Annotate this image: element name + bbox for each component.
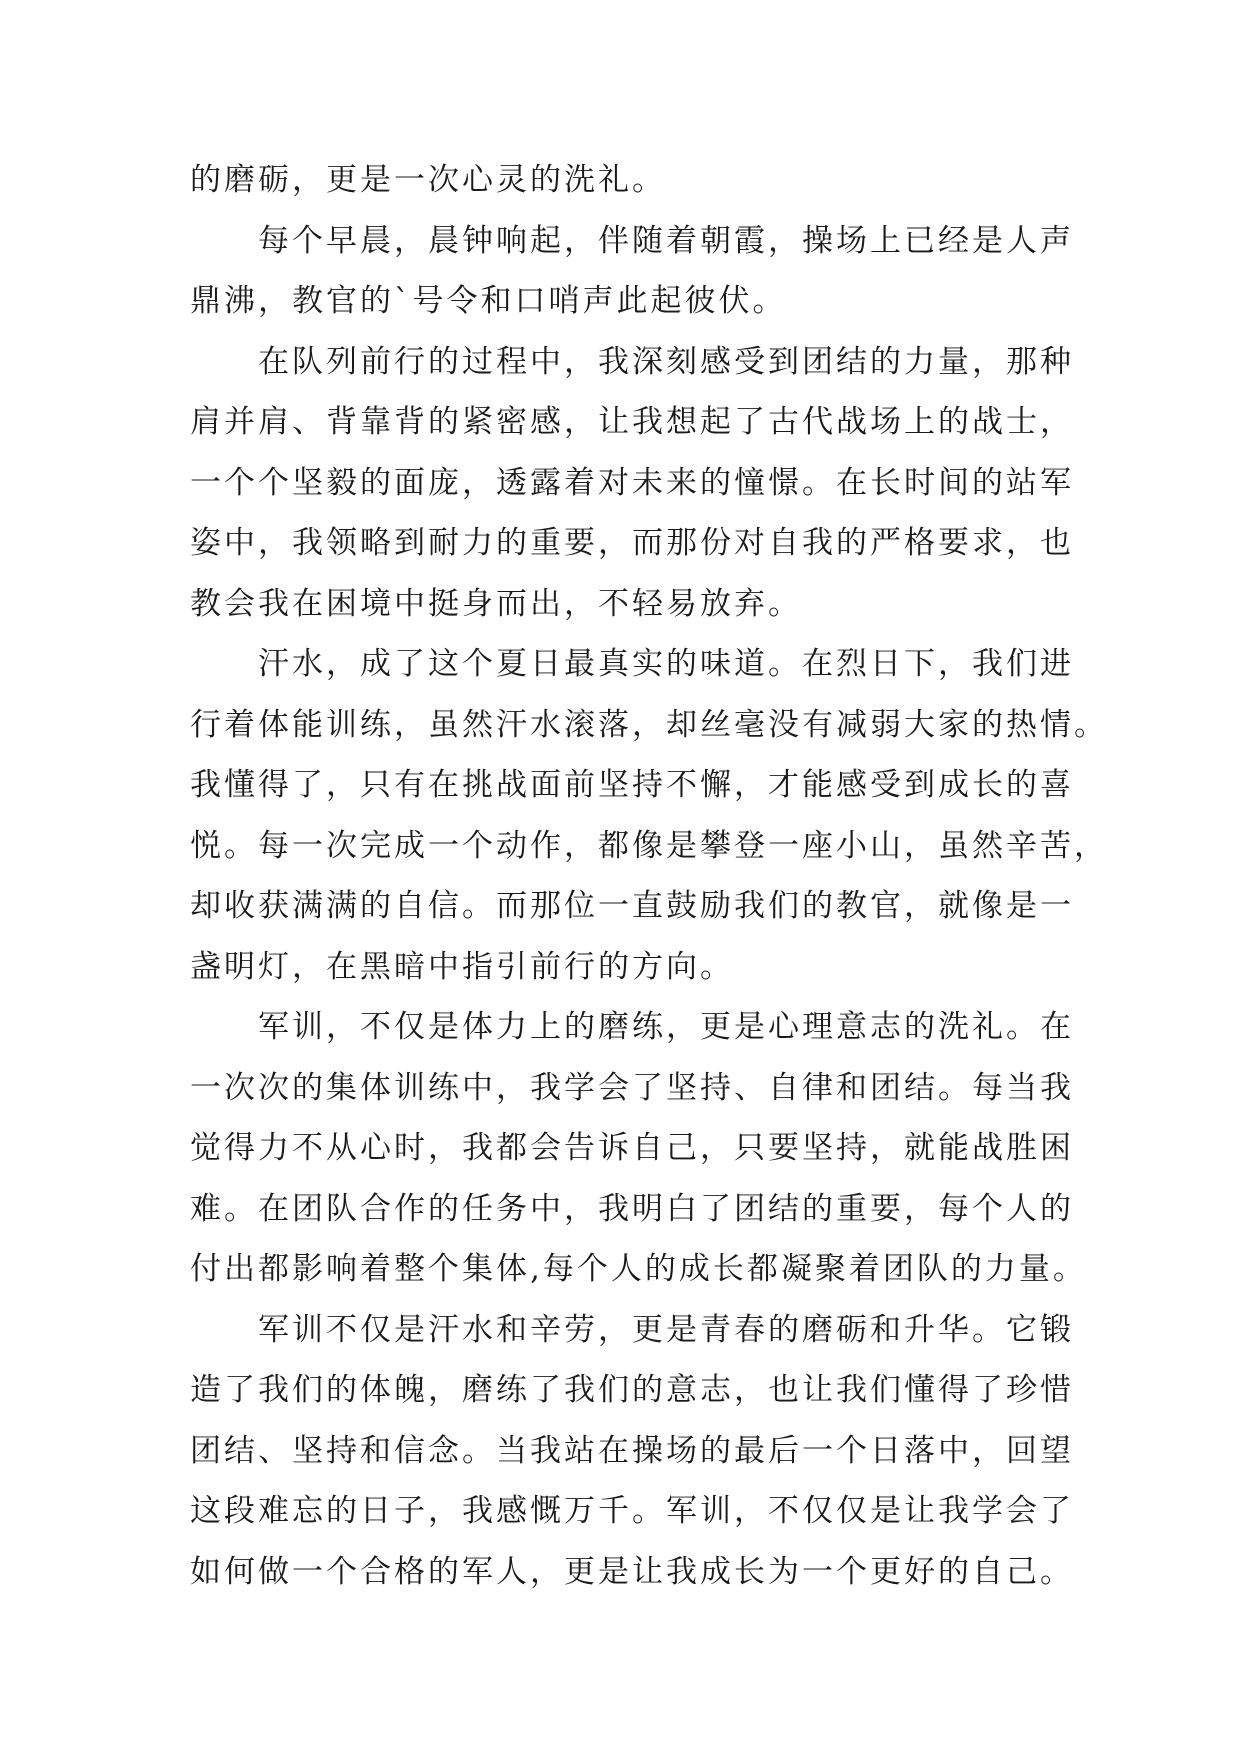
text-line: 军训，不仅是体力上的磨练，更是心理意志的洗礼。在 (258, 1009, 1074, 1045)
text-line: 教会我在困境中挺身而出，不轻易放弃。 (190, 585, 802, 622)
text-line: 行着体能训练，虽然汗水滚落，却丝毫没有减弱大家的热情。 (190, 706, 1108, 743)
text-line: 的磨砺，更是一次心灵的洗礼。 (190, 162, 666, 198)
text-line: 如何做一个合格的军人，更是让我成长为一个更好的自己。 (190, 1553, 1074, 1590)
text-line: 团结、坚持和信念。当我站在操场的最后一个日落中，回望 (190, 1432, 1074, 1469)
body-text (190, 150, 1108, 1602)
text-line: 汗水，成了这个夏日最真实的味道。在烈日下，我们进 (258, 646, 1074, 682)
text-line: 鼎沸，教官的`号令和口哨声此起彼伏。 (190, 283, 787, 319)
text-line: 在队列前行的过程中，我深刻感受到团结的力量，那种 (258, 343, 1074, 380)
text-line: 军训不仅是汗水和辛劳，更是青春的磨砺和升华。它锻 (258, 1311, 1074, 1348)
text-line: 盏明灯，在黑暗中指引前行的方向。 (190, 948, 734, 985)
text-line: 觉得力不从心时，我都会告诉自己，只要坚持，就能战胜困 (190, 1130, 1074, 1166)
text-line: 难。在团队合作的任务中，我明白了团结的重要，每个人的 (190, 1190, 1074, 1227)
text-line: 却收获满满的自信。而那位一直鼓励我们的教官，就像是一 (190, 888, 1074, 924)
text-line: 悦。每一次完成一个动作，都像是攀登一座小山，虽然辛苦， (190, 827, 1108, 864)
text-line: 一次次的集体训练中，我学会了坚持、自律和团结。每当我 (190, 1069, 1074, 1106)
text-line: 一个个坚毅的面庞，透露着对未来的憧憬。在长时间的站军 (190, 464, 1074, 501)
text-line: 这段难忘的日子，我感慨万千。军训，不仅仅是让我学会了 (190, 1493, 1074, 1529)
text-line: 造了我们的体魄，磨练了我们的意志，也让我们懂得了珍惜 (190, 1372, 1074, 1408)
text-line: 付出都影响着整个集体,每个人的成长都凝聚着团队的力量。 (190, 1251, 1087, 1287)
text-line: 肩并肩、背靠背的紧密感，让我想起了古代战场上的战士， (190, 404, 1074, 440)
text-line: 我懂得了，只有在挑战面前坚持不懈，才能感受到成长的喜 (190, 767, 1074, 803)
text-line: 每个早晨，晨钟响起，伴随着朝霞，操场上已经是人声 (258, 222, 1074, 259)
text-line: 姿中，我领略到耐力的重要，而那份对自我的严格要求，也 (190, 525, 1074, 561)
